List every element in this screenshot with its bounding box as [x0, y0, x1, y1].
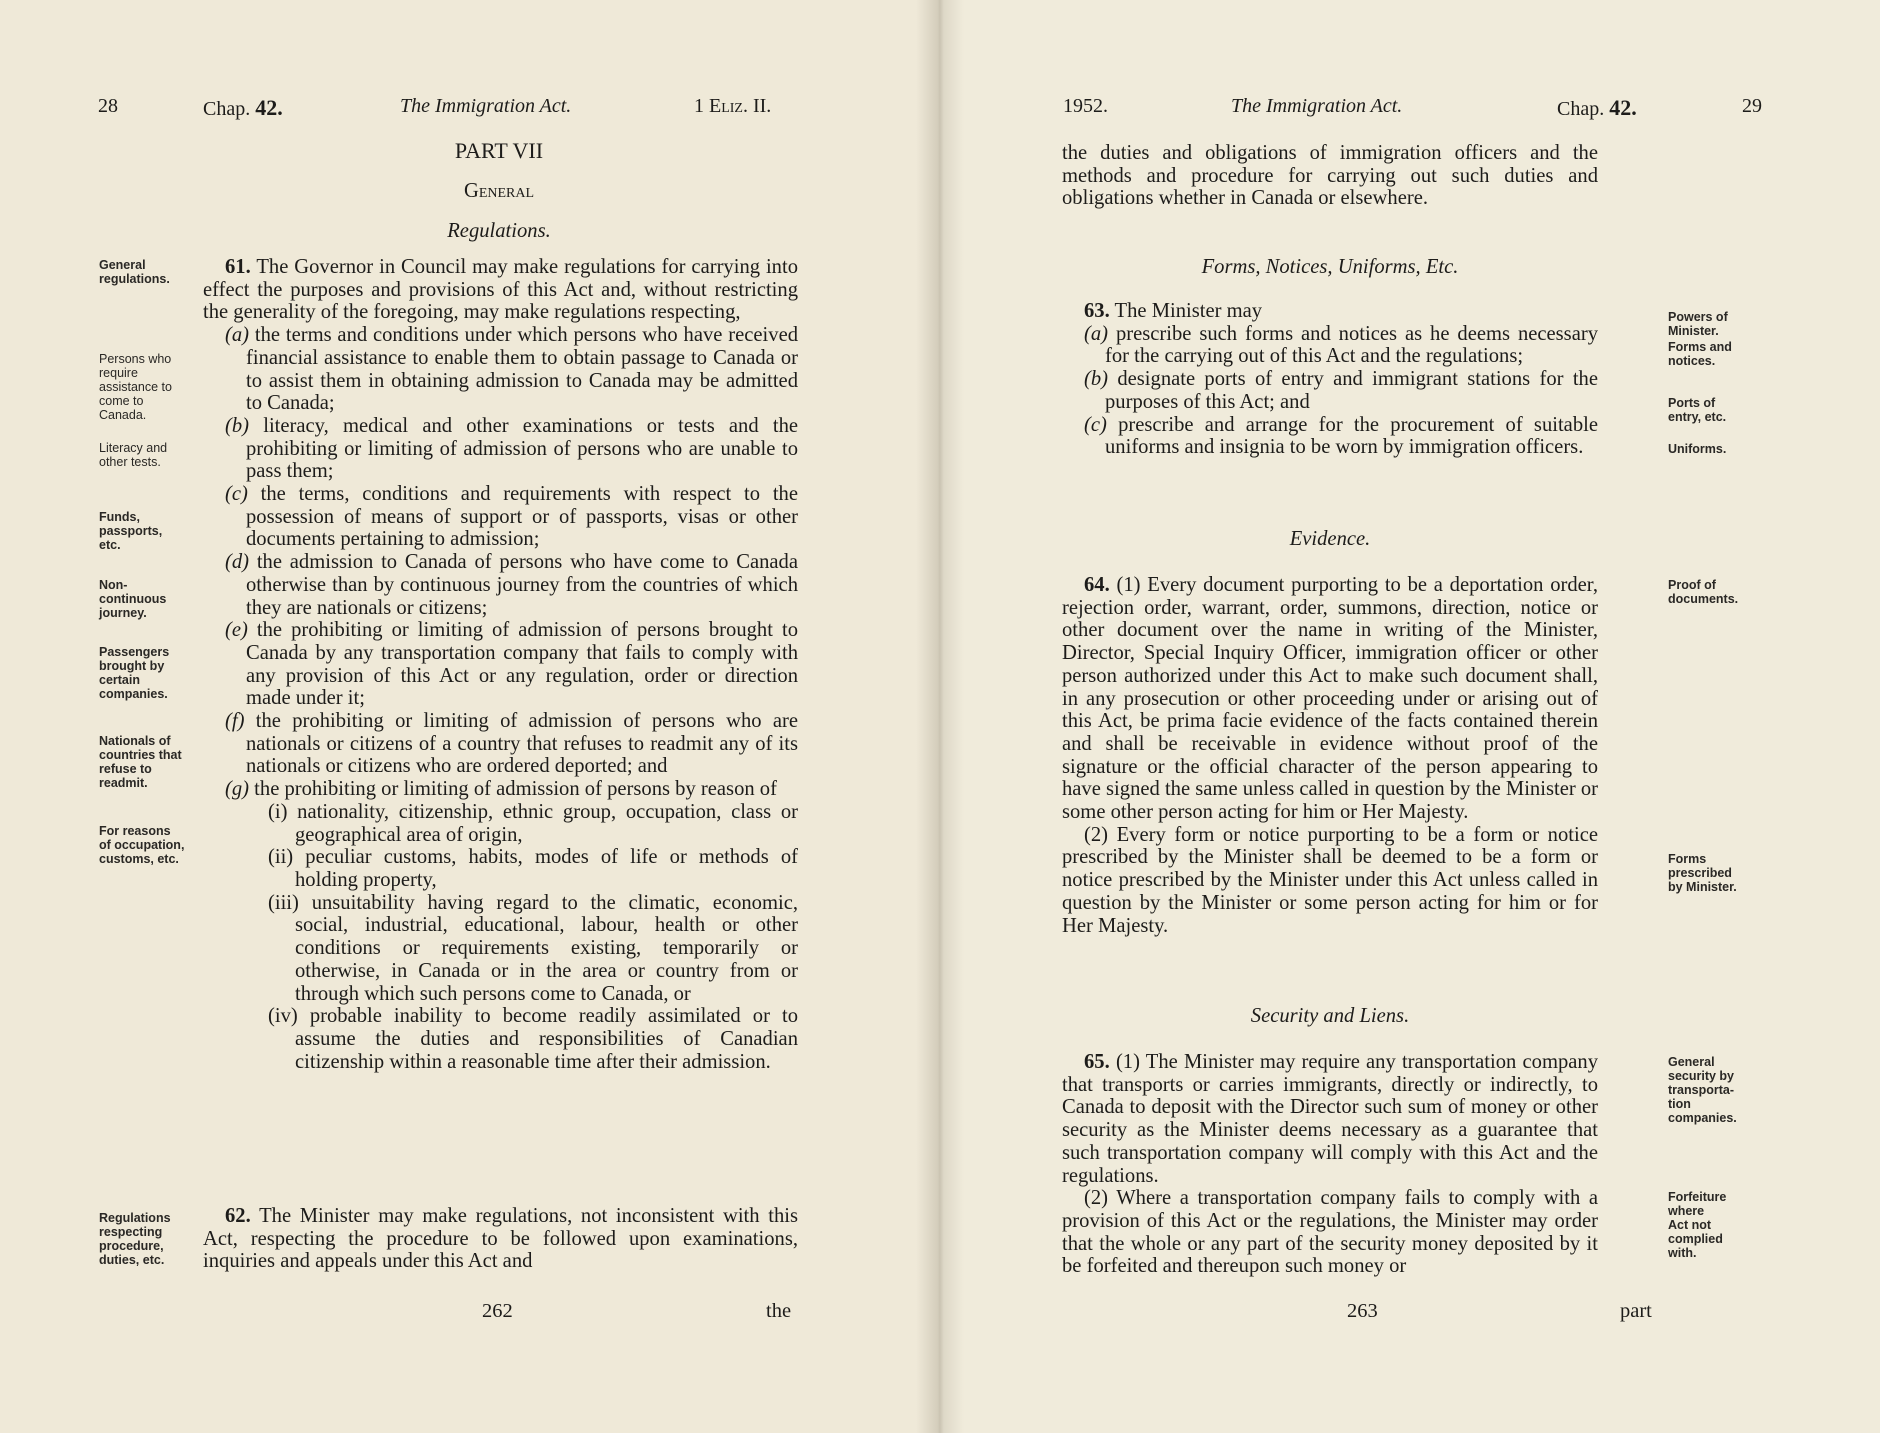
clause-label: (b) [225, 414, 250, 437]
clause-b [203, 415, 798, 483]
clause-text: prescribe and arrange for the procurement of suitable uniforms and insignia to be worn by immigration officers. [1105, 413, 1598, 459]
page-footer-number: 263 [1347, 1300, 1378, 1322]
section-62 [203, 1205, 798, 1273]
book-spine-shadow [916, 0, 964, 1433]
subclause-text: peculiar customs, habits, modes of life or methods of holding property, [295, 846, 798, 891]
clause-label: (g) [225, 778, 250, 801]
margin-note: Funds, passports, etc. [99, 510, 163, 552]
subsection-64-2: (2) Every form or notice purporting to be a form or notice prescribed by the Minister shall be deemed to be a form or notice prescribed by the Minister under this Act unless called in question by the Minister or some person acting for him or for Her Majesty. [1062, 823, 1598, 937]
section-text: The Governor in Council may make regulations for carrying into effect the purposes and provisions of this Act and, without restricting the generality of the foregoing, may make regulations respecting, [203, 256, 799, 324]
regnal-year: 1 Eliz. II. [694, 95, 772, 117]
clause-label: (b) [1084, 368, 1109, 391]
subclause-iii [203, 892, 798, 1006]
clause-text: literacy, medical and other examinations or tests and the prohibiting or limiting of admission of persons who are unable to pass them; [246, 414, 798, 483]
running-title: The Immigration Act. [1231, 95, 1403, 117]
clause-label: (c) [225, 483, 248, 506]
clause-label: (a) [225, 324, 250, 347]
chapter-number: 42. [255, 95, 283, 120]
chapter-label [203, 95, 283, 121]
margin-note: Ports of entry, etc. [1668, 396, 1727, 424]
section-61 [203, 256, 798, 324]
margin-note: Forfeiture where Act not complied with. [1668, 1190, 1727, 1260]
subclause-i [203, 801, 798, 846]
subclause-text: unsuitability having regard to the climatic, economic, social, industrial, educational, labour, health or other conditions or requirements existing, temporarily or otherwise, in Canada or in the area or country from or through which such persons come to Canada, or [295, 891, 798, 1005]
continuation-text: the duties and obligations of immigration officers and the methods and procedure for carrying out such duties and obligations whether in Canada or elsewhere. [1062, 142, 1598, 210]
right-page [940, 0, 1880, 1433]
section-number: 63. [1084, 300, 1110, 322]
subclause-label: (iv) [268, 1005, 298, 1028]
margin-note: Passengers brought by certain companies. [99, 645, 170, 701]
margin-note: Uniforms. [1668, 442, 1727, 456]
subclause-iv [203, 1005, 798, 1073]
margin-note: General regulations. [99, 258, 170, 286]
clause-text: prescribe such forms and notices as he deems necessary for the carrying out of this Act and the regulations; [1105, 322, 1598, 368]
subsection-65-2: (2) Where a transportation company fails to comply with a provision of this Act or the regulations, the Minister may order that the whole or any part of the security money deposited by it be forfeited and thereupon such money or [1062, 1187, 1598, 1278]
subclause-label: (ii) [268, 846, 294, 869]
margin-note: Non- continuous journey. [99, 578, 167, 620]
clause-text: the admission to Canada of persons who have come to Canada otherwise than by continuous journey from the countries of which they are nationals or citizens; [246, 551, 798, 619]
section-65 [1062, 1051, 1598, 1278]
margin-note: For reasons of occupation, customs, etc. [99, 824, 185, 866]
left-body [203, 256, 798, 1073]
subclause-label: (iii) [268, 891, 299, 914]
catchword: the [766, 1300, 792, 1322]
page-number: 29 [1742, 95, 1762, 117]
chapter-label [1557, 95, 1637, 121]
chapter-word: Chap. [1557, 98, 1605, 120]
running-title: The Immigration Act. [400, 95, 572, 117]
chapter-word: Chap. [203, 98, 251, 120]
section-text: (1) Every document purporting to be a deportation order, rejection order, warrant, order, summons, direction, notice or other document over the name in writing of the Minister, Director, Special Inquiry Officer, immigration officer or other person authorized under this Act to make such document shall, in any prosecution or other proceeding under or arising out of this Act, be prima facie evidence of the facts contained therein and shall be receivable in evidence without proof of the signature or the official character of the person appearing to have signed the same unless called in question by the Minister or some other person acting for him or Her Majesty. [1062, 574, 1598, 824]
clause-text: the terms and conditions under which persons who have received financial assistance to enable them to obtain passage to Canada or to assist them in obtaining admission to Canada may be admitted to Canada; [246, 324, 799, 415]
page-number: 28 [98, 95, 118, 117]
clause-label: (c) [1084, 413, 1107, 436]
section-number: 64. [1084, 574, 1110, 596]
catchword: part [1620, 1300, 1652, 1322]
section-number: 65. [1084, 1051, 1110, 1073]
year: 1952. [1063, 95, 1108, 117]
page-footer-number: 262 [482, 1300, 513, 1322]
margin-note: Powers of Minister. [1668, 310, 1728, 338]
margin-note: Forms prescribed by Minister. [1668, 852, 1737, 894]
section-heading: Regulations. [447, 220, 551, 242]
clause-text: designate ports of entry and immigrant stations for the purposes of this Act; and [1105, 368, 1598, 413]
clause-label: (d) [225, 551, 250, 574]
margin-note: Nationals of countries that refuse to readmit. [99, 734, 182, 790]
clause-label: (e) [225, 619, 248, 642]
margin-note: Persons who require assistance to come to Canada. [99, 352, 172, 422]
margin-note: General security by transporta- tion companies. [1668, 1055, 1737, 1125]
heading-evidence: Evidence. [1289, 528, 1371, 550]
section-text: The Minister may make regulations, not inconsistent with this Act, respecting the procedure to be followed upon examinations, inquiries and appeals under this Act and [203, 1205, 799, 1273]
chapter-number: 42. [1609, 95, 1637, 120]
clause-c [1062, 414, 1598, 459]
clause-label: (a) [1084, 322, 1109, 345]
section-64 [1062, 574, 1598, 937]
clause-a [1062, 323, 1598, 368]
margin-note: Forms and notices. [1668, 340, 1732, 368]
section-63 [1062, 300, 1598, 459]
section-text: The Minister may [1114, 300, 1263, 322]
margin-note: Literacy and other tests. [99, 441, 168, 469]
clause-g [203, 778, 798, 801]
section-number: 62. [225, 1205, 251, 1227]
section-text: (1) The Minister may require any transportation company that transports or carries immigrants, directly or indirectly, to Canada to deposit with the Director such sum of money or other security as the Minister deems necessary as a guarantee that such transportation company will comply with this Act and the regulations. [1062, 1051, 1598, 1187]
clause-d [203, 551, 798, 619]
heading-forms: Forms, Notices, Uniforms, Etc. [1201, 256, 1459, 278]
clause-b [1062, 368, 1598, 413]
clause-text: the terms, conditions and requirements with respect to the possession of means of support or of passports, visas or other documents pertaining to admission; [246, 483, 798, 551]
clause-text: the prohibiting or limiting of admission of persons brought to Canada by any transportation company that fails to comply with any provision of this Act or any regulation, order or direction made under it; [246, 619, 798, 710]
margin-note: Regulations respecting procedure, duties, etc. [99, 1211, 171, 1267]
clause-text: the prohibiting or limiting of admission of persons who are nationals or citizens of a country that refuses to readmit any of its nationals or citizens who are ordered deported; and [246, 710, 799, 778]
clause-c [203, 483, 798, 551]
subclause-text: probable inability to become readily assimilated or to assume the duties and responsibilities of Canadian citizenship within a reasonable time after their admission. [295, 1005, 799, 1073]
subclause-label: (i) [268, 800, 288, 823]
subclause-ii [203, 846, 798, 891]
clause-label: (f) [225, 710, 245, 733]
clause-a [203, 324, 798, 415]
part-subtitle: General [463, 180, 535, 202]
clause-f [203, 710, 798, 778]
heading-security: Security and Liens. [1250, 1005, 1410, 1027]
subclause-text: nationality, citizenship, ethnic group, occupation, class or geographical area of origin, [295, 800, 798, 846]
margin-note: Proof of documents. [1668, 578, 1739, 606]
clause-text: the prohibiting or limiting of admission of persons by reason of [254, 778, 777, 801]
part-title: PART VII [454, 138, 544, 163]
section-number: 61. [225, 256, 251, 278]
clause-e [203, 619, 798, 710]
